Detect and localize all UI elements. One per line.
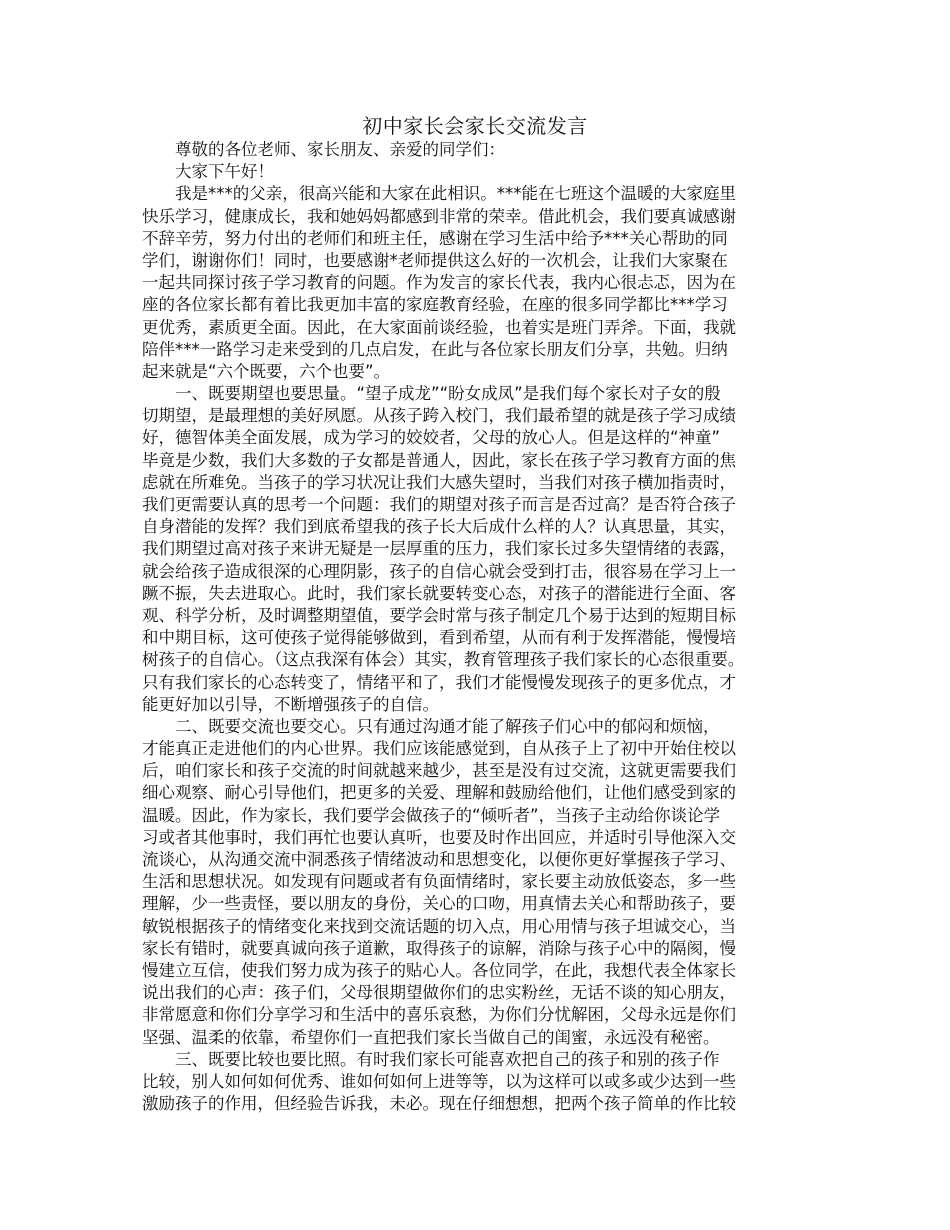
text-line: 就会给孩子造成很深的心理阴影，孩子的自信心就会受到打击，很容易在学习上一	[142, 561, 736, 581]
text-line: 好，德智体美全面发展，成为学习的姣姣者，父母的放心人。但是这样的“神童”	[142, 428, 721, 448]
text-line: 陪伴***一路学习走来受到的几点启发，在此与各位家长朋友们分享，共勉。归纳	[142, 339, 728, 359]
text-line: 毕竟是少数，我们大多数的子女都是普通人，因此，家长在孩子学习教育方面的焦	[142, 450, 736, 470]
text-line: 理解，少一些责怪，要以朋友的身份，关心的口吻，用真情去关心和帮助孩子，要	[142, 894, 736, 914]
text-line: 我是***的父亲，很高兴能和大家在此相识。***能在七班这个温暖的大家庭里	[175, 184, 736, 204]
text-line: 我们更需要认真的思考一个问题：我们的期望对孩子而言是否过高？是否符合孩子	[142, 495, 736, 514]
text-line: 尊敬的各位老师、家长朋友、亲爱的同学们：	[175, 140, 505, 159]
text-line: 观、科学分析，及时调整期望值，要学会时常与孩子制定几个易于达到的短期目标	[142, 605, 736, 625]
text-line: 激励孩子的作用，但经验告诉我，未必。现在仔细想想，把两个孩子简单的作比较	[142, 1094, 736, 1114]
text-line: 后，咱们家长和孩子交流的时间就越来越少，甚至是没有过交流，这就更需要我们	[142, 761, 736, 781]
text-line: 习或者其他事时，我们再忙也要认真听，也要及时作出回应，并适时引导他深入交	[142, 827, 736, 847]
text-line: 大家下午好！	[175, 162, 274, 182]
text-line: 自身潜能的发挥？我们到底希望我的孩子长大后成什么样的人？认真思量，其实，	[142, 517, 736, 537]
text-line: 说出我们的心声：孩子们，父母很期望做你们的忠实粉丝，无话不谈的知心朋友，	[142, 983, 736, 1003]
document-body	[142, 139, 820, 1115]
text-line: 一起共同探讨孩子学习教育的问题。作为发言的家长代表，我内心很忐忑，因为在	[142, 273, 736, 293]
text-line: 和中期目标，这可使孩子觉得能够做到，看到希望，从而有利于发挥潜能，慢慢培	[142, 628, 736, 648]
document-title: 初中家长会家长交流发言	[362, 114, 588, 138]
text-line: 不辞辛劳，努力付出的老师们和班主任，感谢在学习生活中给予***关心帮助的同	[142, 228, 728, 248]
text-line: 能更好加以引导，不断增强孩子的自信。	[142, 694, 439, 714]
text-line: 温暖。因此，作为家长，我们要学会做孩子的“倾听者”，当孩子主动给你谈论学	[142, 805, 721, 825]
text-line: 我们期望过高对孩子来讲无疑是一层厚重的压力，我们家长过多失望情绪的表露，	[142, 539, 736, 559]
text-line: 树孩子的自信心。（这点我深有体会）其实，教育管理孩子我们家长的心态很重要。	[142, 650, 745, 670]
text-line: 细心观察、耐心引导他们，把更多的关爱、理解和鼓励给他们，让他们感受到家的	[142, 783, 736, 803]
text-line: 只有我们家长的心态转变了，情绪平和了，我们才能慢慢发现孩子的更多优点，才	[142, 672, 736, 692]
text-line: 二、既要交流也要交心。只有通过沟通才能了解孩子们心中的郁闷和烦恼，	[175, 716, 720, 736]
text-line: 蹶不振，失去进取心。此时，我们家长就要转变心态，对孩子的潜能进行全面、客	[142, 583, 736, 603]
text-line: 才能真正走进他们的内心世界。我们应该能感觉到，自从孩子上了初中开始住校以	[142, 739, 736, 759]
text-line: 坚强、温柔的依靠，希望你们一直把我们家长当做自己的闺蜜，永远没有秘密。	[142, 1027, 720, 1047]
text-line: 起来就是“六个既要，六个也要”。	[142, 361, 391, 381]
text-line: 生活和思想状况。如发现有问题或者有负面情绪时，家长要主动放低姿态，多一些	[142, 872, 736, 892]
text-line: 快乐学习，健康成长，我和她妈妈都感到非常的荣幸。借此机会，我们要真诚感谢	[142, 206, 736, 226]
text-line: 非常愿意和你们分享学习和生活中的喜乐哀愁，为你们分忧解困，父母永远是你们	[142, 1005, 736, 1025]
text-line: 流谈心，从沟通交流中洞悉孩子情绪波动和思想变化，以便你更好掌握孩子学习、	[142, 850, 736, 869]
text-line: 更优秀，素质更全面。因此，在大家面前谈经验，也着实是班门弄斧。下面，我就	[142, 317, 736, 337]
text-line: 慢建立互信，使我们努力成为孩子的贴心人。各位同学，在此，我想代表全体家长	[142, 960, 736, 980]
text-line: 敏锐根据孩子的情绪变化来找到交流话题的切入点，用心用情与孩子坦诚交心，当	[142, 916, 736, 936]
text-line: 比较，别人如何如何优秀、谁如何如何上进等等，以为这样可以或多或少达到一些	[142, 1071, 736, 1091]
text-line: 三、既要比较也要比照。有时我们家长可能喜欢把自己的孩子和别的孩子作	[175, 1049, 720, 1069]
text-line: 一、既要期望也要思量。“望子成龙”“盼女成凤”是我们每个家长对子女的殷	[175, 384, 721, 404]
text-line: 切期望，是最理想的美好夙愿。从孩子跨入校门，我们最希望的就是孩子学习成绩	[142, 406, 736, 426]
text-line: 虑就在所难免。当孩子的学习状况让我们大感失望时，当我们对孩子横加指责时，	[142, 472, 736, 492]
text-line: 座的各位家长都有着比我更加丰富的家庭教育经验，在座的很多同学都比***学习	[142, 295, 728, 315]
text-line: 家长有错时，就要真诚向孩子道歉，取得孩子的谅解，消除与孩子心中的隔阂，慢	[142, 938, 736, 958]
text-line: 学们，谢谢你们！同时，也要感谢*老师提供这么好的一次机会，让我们大家聚在	[142, 250, 728, 270]
